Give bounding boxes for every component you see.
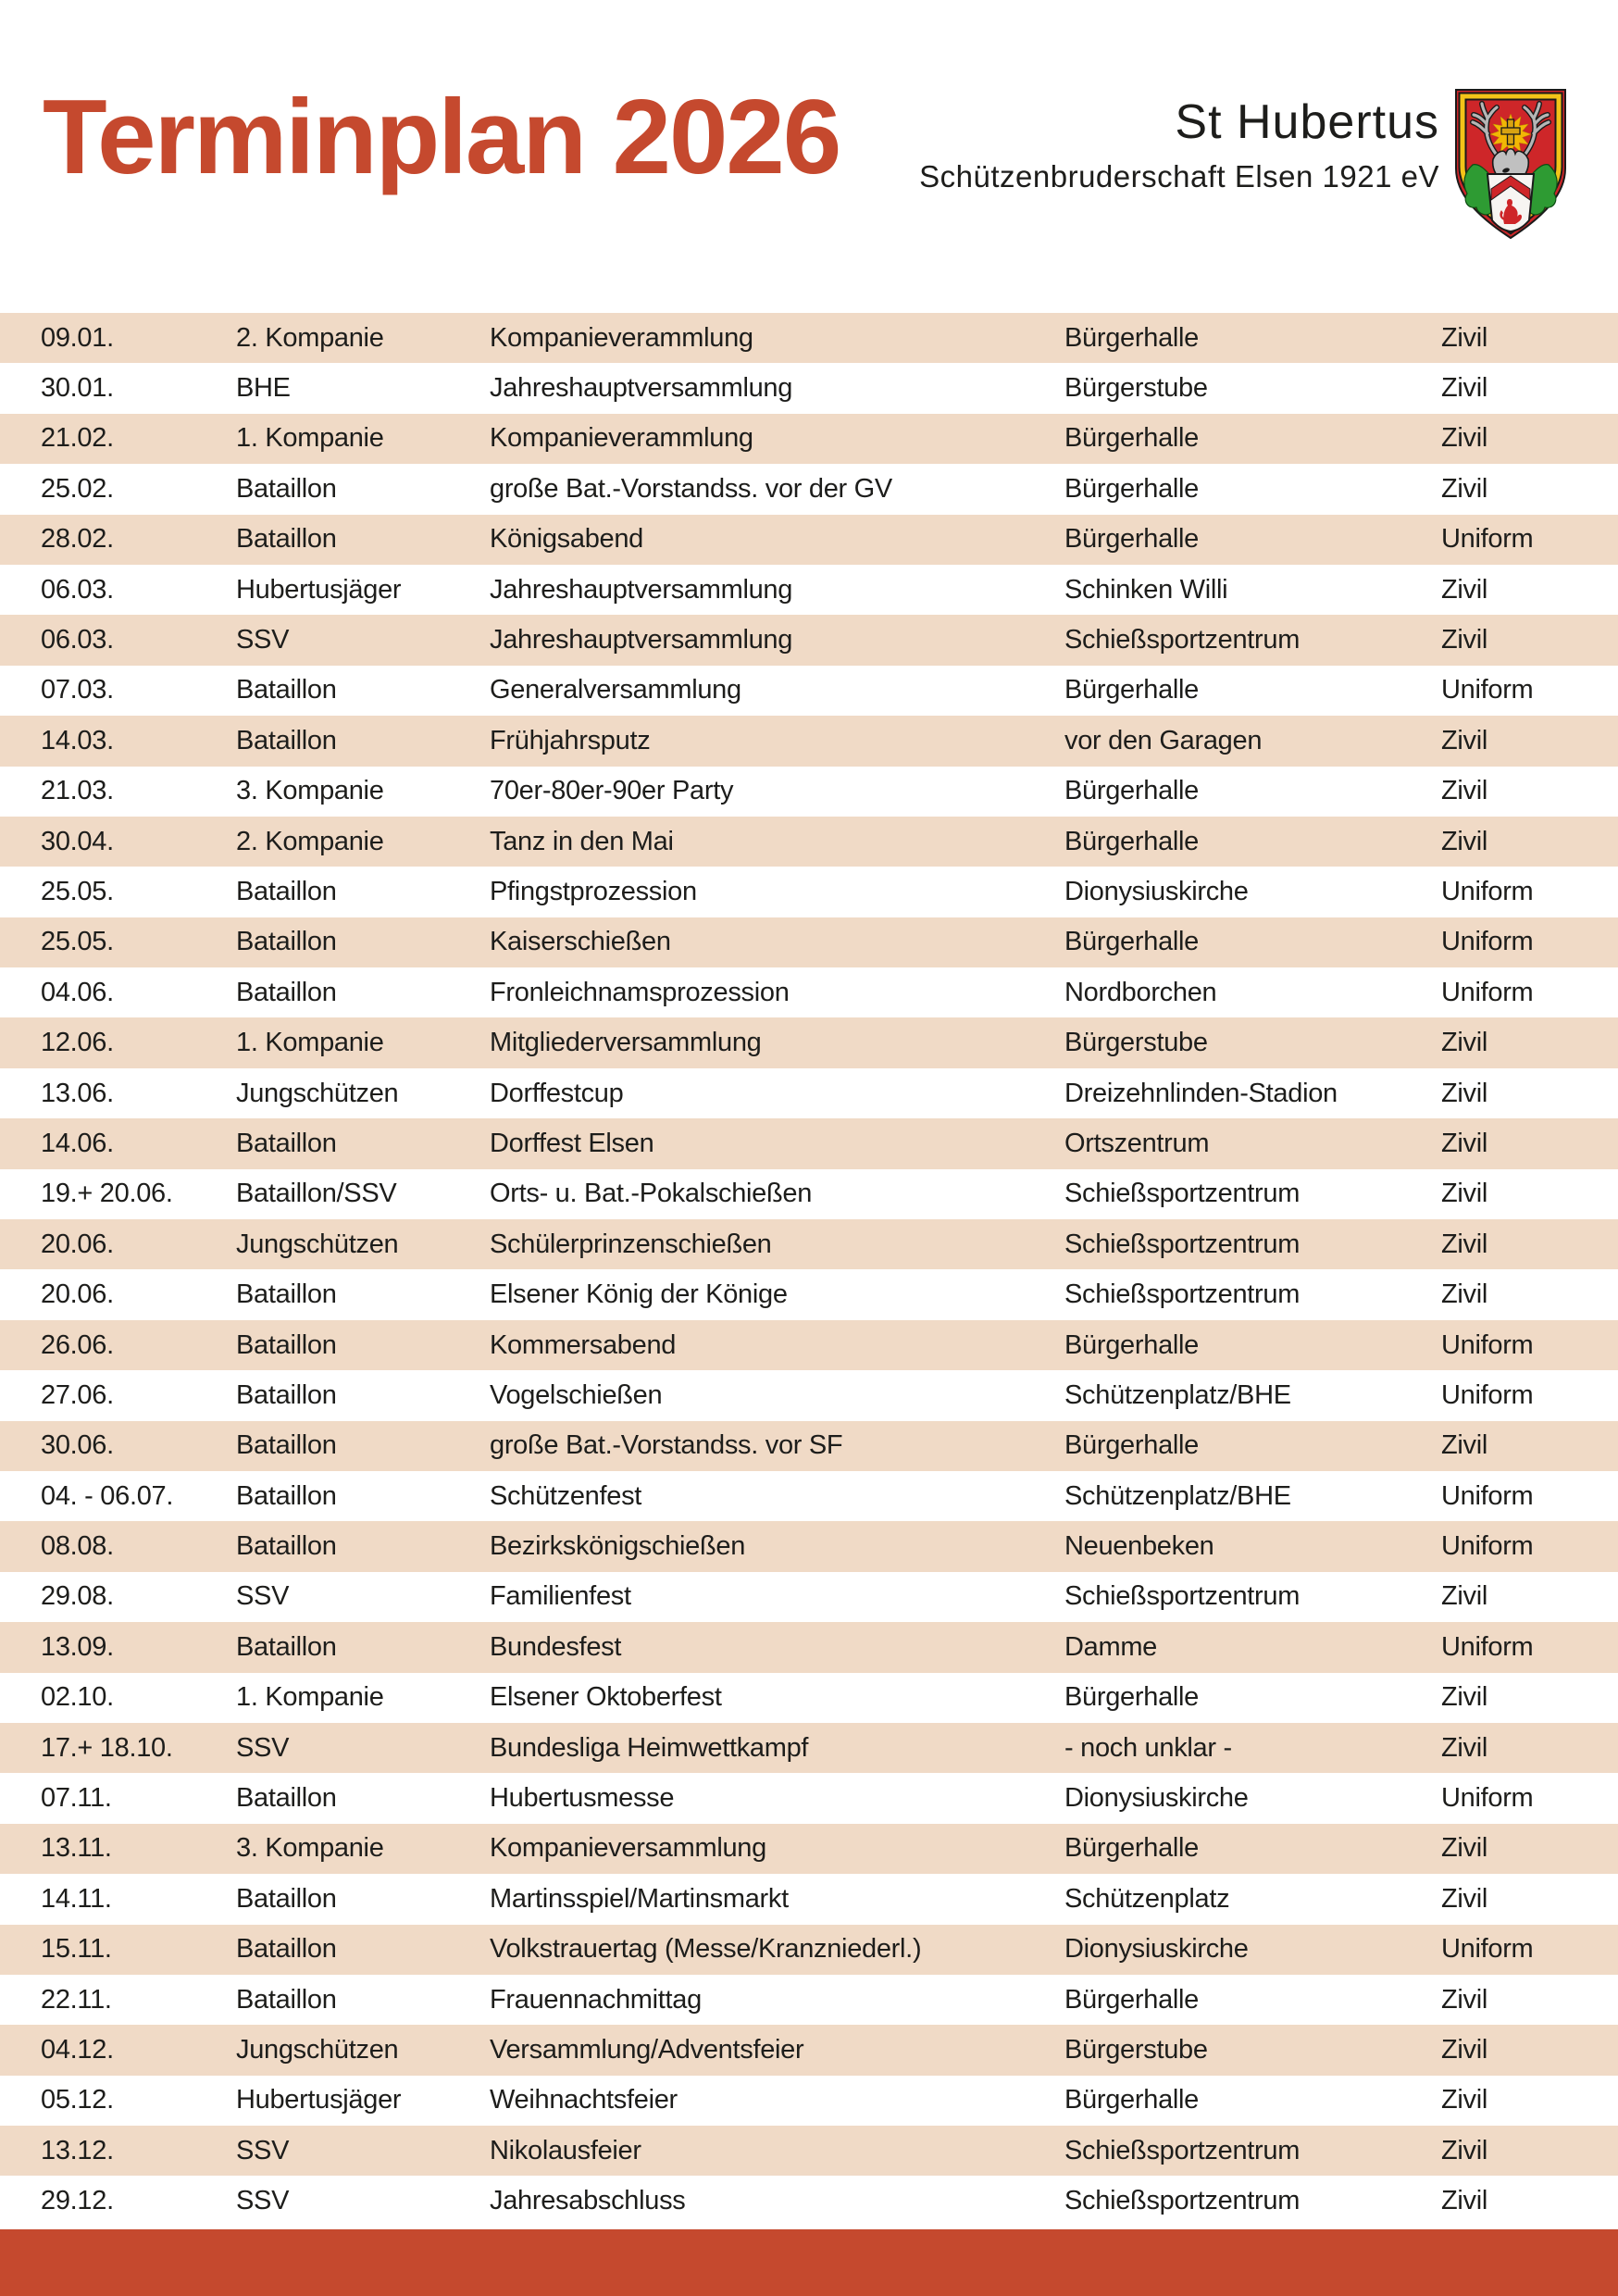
cell-dress: Uniform [1441, 927, 1534, 957]
cell-event: Vogelschießen [490, 1379, 663, 1410]
cell-location: Damme [1064, 1631, 1158, 1662]
cell-group: Hubertusjäger [236, 574, 402, 605]
cell-dress: Uniform [1441, 1480, 1534, 1511]
cell-group: Bataillon [236, 1329, 337, 1360]
cell-event: Kompanieverammlung [490, 322, 753, 353]
cell-location: Bürgerstube [1064, 373, 1208, 404]
cell-event: Nikolausfeier [490, 2135, 641, 2165]
cell-date: 21.03. [41, 776, 114, 806]
table-row [0, 2025, 1618, 2075]
cell-date: 14.11. [41, 1883, 112, 1914]
cell-location: Schießsportzentrum [1064, 1581, 1301, 1612]
footer-bar [0, 2229, 1618, 2296]
cell-group: 3. Kompanie [236, 776, 384, 806]
table-row [0, 1370, 1618, 1420]
cell-dress: Zivil [1441, 2135, 1488, 2165]
cell-group: Bataillon [236, 675, 337, 705]
cell-group: Bataillon [236, 524, 337, 555]
cell-group: Bataillon [236, 1379, 337, 1410]
cell-date: 09.01. [41, 322, 114, 353]
cell-dress: Zivil [1441, 373, 1488, 404]
cell-group: Jungschützen [236, 1078, 399, 1108]
cell-dress: Zivil [1441, 826, 1488, 856]
cell-dress: Uniform [1441, 1379, 1534, 1410]
table-row [0, 1521, 1618, 1571]
cell-dress: Uniform [1441, 1934, 1534, 1965]
table-row [0, 716, 1618, 766]
cell-location: Schießsportzentrum [1064, 1279, 1301, 1310]
table-row [0, 515, 1618, 565]
cell-dress: Zivil [1441, 473, 1488, 504]
cell-dress: Zivil [1441, 1430, 1488, 1461]
cell-date: 07.03. [41, 675, 114, 705]
cell-location: Schützenplatz [1064, 1883, 1230, 1914]
table-row [0, 565, 1618, 615]
cell-event: Orts- u. Bat.-Pokalschießen [490, 1179, 813, 1209]
cell-date: 13.09. [41, 1631, 114, 1662]
cell-group: SSV [236, 1581, 290, 1612]
cell-date: 29.12. [41, 2186, 114, 2216]
cell-event: Bundesliga Heimwettkampf [490, 1732, 809, 1763]
cell-location: Bürgerhalle [1064, 524, 1200, 555]
table-row [0, 1572, 1618, 1622]
cell-event: Frauennachmittag [490, 1984, 702, 2015]
cell-location: Bürgerhalle [1064, 423, 1200, 454]
cell-dress: Zivil [1441, 725, 1488, 755]
table-row [0, 1723, 1618, 1773]
cell-date: 25.02. [41, 473, 114, 504]
cell-date: 19.+ 20.06. [41, 1179, 173, 1209]
cell-location: Dreizehnlinden-Stadion [1064, 1078, 1338, 1108]
table-row [0, 363, 1618, 413]
cell-dress: Uniform [1441, 675, 1534, 705]
cell-dress: Zivil [1441, 1833, 1488, 1864]
cell-date: 29.08. [41, 1581, 114, 1612]
cell-date: 14.06. [41, 1128, 114, 1158]
cell-location: Bürgerhalle [1064, 776, 1200, 806]
cell-date: 25.05. [41, 927, 114, 957]
cell-group: SSV [236, 1732, 290, 1763]
table-row [0, 2126, 1618, 2176]
cell-group: 1. Kompanie [236, 1028, 384, 1058]
cell-location: Nordborchen [1064, 977, 1217, 1007]
cell-location: Dionysiuskirche [1064, 1934, 1249, 1965]
cell-dress: Zivil [1441, 625, 1488, 655]
cell-event: Hubertusmesse [490, 1783, 675, 1814]
cell-group: Bataillon [236, 1480, 337, 1511]
cell-group: Bataillon [236, 1883, 337, 1914]
cell-date: 13.06. [41, 1078, 114, 1108]
cell-dress: Uniform [1441, 1783, 1534, 1814]
cell-group: SSV [236, 2135, 290, 2165]
cell-event: 70er-80er-90er Party [490, 776, 734, 806]
cell-date: 13.12. [41, 2135, 114, 2165]
cell-date: 30.01. [41, 373, 114, 404]
cell-dress: Zivil [1441, 423, 1488, 454]
table-row [0, 1320, 1618, 1370]
table-row [0, 414, 1618, 464]
cell-event: Bezirkskönigschießen [490, 1531, 746, 1562]
table-row [0, 2176, 1618, 2226]
cell-event: Kompanieverammlung [490, 423, 753, 454]
cell-location: Schießsportzentrum [1064, 2186, 1301, 2216]
cell-date: 07.11. [41, 1783, 112, 1814]
cell-dress: Zivil [1441, 574, 1488, 605]
cell-location: Bürgerhalle [1064, 473, 1200, 504]
cell-event: Jahreshauptversammlung [490, 574, 793, 605]
cell-date: 26.06. [41, 1329, 114, 1360]
cell-event: Generalversammlung [490, 675, 741, 705]
table-row [0, 1421, 1618, 1471]
cell-dress: Zivil [1441, 1229, 1488, 1259]
cell-group: Bataillon [236, 1128, 337, 1158]
cell-date: 17.+ 18.10. [41, 1732, 173, 1763]
cell-dress: Zivil [1441, 322, 1488, 353]
table-row [0, 1118, 1618, 1168]
cell-date: 12.06. [41, 1028, 114, 1058]
cell-date: 28.02. [41, 524, 114, 555]
cell-event: Schützenfest [490, 1480, 642, 1511]
cell-group: BHE [236, 373, 291, 404]
table-row [0, 2076, 1618, 2126]
cell-group: Jungschützen [236, 1229, 399, 1259]
cell-event: Elsener König der Könige [490, 1279, 788, 1310]
cell-dress: Uniform [1441, 524, 1534, 555]
cell-dress: Uniform [1441, 1531, 1534, 1562]
cell-event: Pfingstprozession [490, 876, 697, 906]
cell-location: Bürgerhalle [1064, 1984, 1200, 2015]
cell-event: Volkstrauertag (Messe/Kranzniederl.) [490, 1934, 922, 1965]
table-row [0, 1471, 1618, 1521]
cell-group: Bataillon [236, 1783, 337, 1814]
cell-dress: Zivil [1441, 2034, 1488, 2065]
cell-group: Bataillon [236, 1934, 337, 1965]
cell-group: Jungschützen [236, 2034, 399, 2065]
table-row [0, 1269, 1618, 1319]
cell-dress: Zivil [1441, 1179, 1488, 1209]
table-row [0, 1017, 1618, 1067]
cell-location: Ortszentrum [1064, 1128, 1210, 1158]
cell-date: 06.03. [41, 625, 114, 655]
cell-dress: Uniform [1441, 977, 1534, 1007]
table-row [0, 817, 1618, 867]
cell-group: Bataillon [236, 1531, 337, 1562]
cell-group: Bataillon [236, 977, 337, 1007]
cell-dress: Zivil [1441, 1732, 1488, 1763]
table-row [0, 615, 1618, 665]
cell-event: Schülerprinzenschießen [490, 1229, 772, 1259]
cell-event: Kaiserschießen [490, 927, 671, 957]
cell-location: Bürgerhalle [1064, 1682, 1200, 1713]
cell-dress: Uniform [1441, 1631, 1534, 1662]
cell-event: große Bat.-Vorstandss. vor SF [490, 1430, 843, 1461]
cell-dress: Zivil [1441, 2186, 1488, 2216]
st-hubertus-crest-icon [1450, 84, 1571, 243]
table-row [0, 1219, 1618, 1269]
cell-dress: Zivil [1441, 1028, 1488, 1058]
cell-date: 30.04. [41, 826, 114, 856]
table-row [0, 1975, 1618, 2025]
cell-event: Königsabend [490, 524, 644, 555]
cell-event: Weihnachtsfeier [490, 2085, 678, 2115]
cell-dress: Uniform [1441, 1329, 1534, 1360]
cell-location: Bürgerstube [1064, 1028, 1208, 1058]
cell-date: 20.06. [41, 1229, 114, 1259]
cell-location: Schinken Willi [1064, 574, 1228, 605]
cell-dress: Zivil [1441, 1581, 1488, 1612]
cell-date: 15.11. [41, 1934, 112, 1965]
table-row [0, 917, 1618, 967]
cell-date: 08.08. [41, 1531, 114, 1562]
cell-location: Dionysiuskirche [1064, 876, 1249, 906]
cell-group: 2. Kompanie [236, 826, 384, 856]
cell-date: 20.06. [41, 1279, 114, 1310]
cell-event: Jahreshauptversammlung [490, 373, 793, 404]
cell-location: Schießsportzentrum [1064, 625, 1301, 655]
cell-dress: Zivil [1441, 1078, 1488, 1108]
cell-event: Martinsspiel/Martinsmarkt [490, 1883, 789, 1914]
cell-group: Bataillon [236, 1631, 337, 1662]
cell-group: Hubertusjäger [236, 2085, 402, 2115]
cell-dress: Zivil [1441, 1128, 1488, 1158]
cell-date: 25.05. [41, 876, 114, 906]
cell-location: - noch unklar - [1064, 1732, 1232, 1763]
table-row [0, 1773, 1618, 1823]
cell-event: Versammlung/Adventsfeier [490, 2034, 804, 2065]
cell-location: Dionysiuskirche [1064, 1783, 1249, 1814]
table-row [0, 313, 1618, 363]
cell-event: Mitgliederversammlung [490, 1028, 762, 1058]
cell-group: Bataillon [236, 876, 337, 906]
cell-date: 05.12. [41, 2085, 114, 2115]
cell-event: Familienfest [490, 1581, 631, 1612]
cell-event: Tanz in den Mai [490, 826, 674, 856]
cell-event: Jahreshauptversammlung [490, 625, 793, 655]
cell-event: große Bat.-Vorstandss. vor der GV [490, 473, 892, 504]
cell-group: Bataillon/SSV [236, 1179, 397, 1209]
cell-group: Bataillon [236, 725, 337, 755]
table-row [0, 666, 1618, 716]
cell-date: 06.03. [41, 574, 114, 605]
cell-group: Bataillon [236, 1984, 337, 2015]
table-row [0, 1874, 1618, 1924]
org-block [919, 95, 1439, 193]
cell-location: Bürgerhalle [1064, 927, 1200, 957]
cell-location: Bürgerhalle [1064, 675, 1200, 705]
cell-location: vor den Garagen [1064, 725, 1263, 755]
cell-group: Bataillon [236, 927, 337, 957]
cell-location: Schützenplatz/BHE [1064, 1480, 1291, 1511]
table-row [0, 767, 1618, 817]
cell-date: 30.06. [41, 1430, 114, 1461]
table-row [0, 1824, 1618, 1874]
cell-dress: Zivil [1441, 1682, 1488, 1713]
cell-event: Dorffestcup [490, 1078, 624, 1108]
cell-event: Kommersabend [490, 1329, 677, 1360]
cell-dress: Zivil [1441, 2085, 1488, 2115]
cell-date: 22.11. [41, 1984, 112, 2015]
cell-group: SSV [236, 2186, 290, 2216]
cell-group: 2. Kompanie [236, 322, 384, 353]
table-row [0, 1673, 1618, 1723]
cell-group: Bataillon [236, 473, 337, 504]
cell-location: Schießsportzentrum [1064, 2135, 1301, 2165]
cell-date: 14.03. [41, 725, 114, 755]
cell-dress: Zivil [1441, 776, 1488, 806]
cell-date: 04. - 06.07. [41, 1480, 174, 1511]
org-name: St Hubertus [1175, 95, 1439, 149]
cell-event: Kompanieversammlung [490, 1833, 766, 1864]
table-row [0, 967, 1618, 1017]
cell-date: 02.10. [41, 1682, 114, 1713]
table-row [0, 867, 1618, 917]
cell-group: 1. Kompanie [236, 423, 384, 454]
cell-group: Bataillon [236, 1279, 337, 1310]
cell-location: Neuenbeken [1064, 1531, 1214, 1562]
schedule-table [0, 313, 1618, 2227]
cell-location: Schützenplatz/BHE [1064, 1379, 1291, 1410]
table-row [0, 464, 1618, 514]
cell-location: Bürgerhalle [1064, 826, 1200, 856]
cell-date: 04.06. [41, 977, 114, 1007]
page-title: Terminplan 2026 [43, 79, 840, 196]
cell-date: 13.11. [41, 1833, 112, 1864]
cell-location: Bürgerhalle [1064, 1430, 1200, 1461]
cell-group: 3. Kompanie [236, 1833, 384, 1864]
cell-date: 21.02. [41, 423, 114, 454]
table-row [0, 1622, 1618, 1672]
table-row [0, 1068, 1618, 1118]
cell-group: 1. Kompanie [236, 1682, 384, 1713]
table-row [0, 1925, 1618, 1975]
cell-dress: Zivil [1441, 1279, 1488, 1310]
cell-event: Jahresabschluss [490, 2186, 686, 2216]
cell-location: Schießsportzentrum [1064, 1179, 1301, 1209]
cell-event: Dorffest Elsen [490, 1128, 654, 1158]
cell-location: Bürgerhalle [1064, 1329, 1200, 1360]
cell-event: Frühjahrsputz [490, 725, 651, 755]
cell-date: 27.06. [41, 1379, 114, 1410]
cell-event: Elsener Oktoberfest [490, 1682, 722, 1713]
cell-location: Bürgerstube [1064, 2034, 1208, 2065]
table-row [0, 1169, 1618, 1219]
cell-location: Bürgerhalle [1064, 2085, 1200, 2115]
inner-shield-icon [1487, 174, 1534, 231]
cell-location: Bürgerhalle [1064, 322, 1200, 353]
cell-dress: Zivil [1441, 1883, 1488, 1914]
cell-event: Bundesfest [490, 1631, 622, 1662]
cell-location: Schießsportzentrum [1064, 1229, 1301, 1259]
cell-location: Bürgerhalle [1064, 1833, 1200, 1864]
cell-date: 04.12. [41, 2034, 114, 2065]
cell-dress: Zivil [1441, 1984, 1488, 2015]
cell-dress: Uniform [1441, 876, 1534, 906]
cell-event: Fronleichnamsprozession [490, 977, 790, 1007]
cell-group: Bataillon [236, 1430, 337, 1461]
org-subtitle: Schützenbruderschaft Elsen 1921 eV [919, 159, 1439, 193]
cell-group: SSV [236, 625, 290, 655]
